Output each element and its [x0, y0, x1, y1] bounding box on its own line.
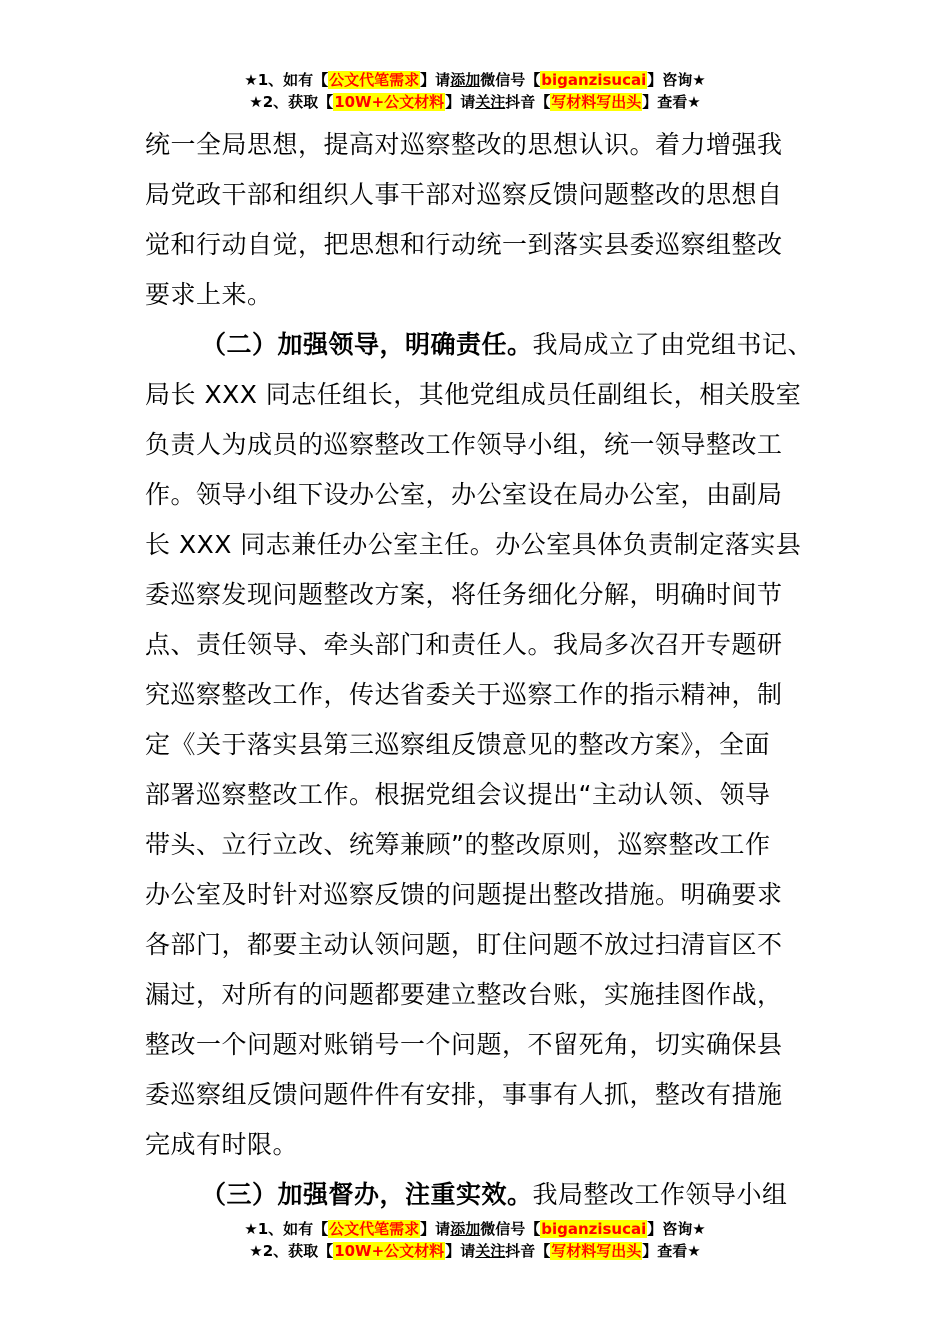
section-2-heading: （二）加强领导，明确责任。: [201, 330, 533, 359]
banner-line-2: [0, 91, 950, 113]
banner-highlight-wechat-id: biganzisucai: [541, 1220, 647, 1238]
section-3-heading: （三）加强督办，注重实效。: [201, 1180, 533, 1209]
body-line: 办公室及时针对巡察反馈的问题提出整改措施。明确要求: [145, 880, 783, 909]
body-line: 整改一个问题对账销号一个问题，不留死角，切实确保县: [145, 1030, 783, 1059]
banner-text: 微信号【: [480, 1220, 541, 1238]
banner-text: 】请: [445, 93, 476, 111]
banner-highlight-service: 公文代笔需求: [329, 71, 420, 89]
banner-line-1: [0, 1218, 950, 1240]
banner-text: ★2、获取【: [249, 93, 334, 111]
body-line: 定《关于落实县第三巡察组反馈意见的整改方案》，全面: [145, 730, 771, 759]
body-line: 点、责任领导、牵头部门和责任人。我局多次召开专题研: [145, 630, 783, 659]
banner-text: 】请: [420, 71, 451, 89]
banner-highlight-douyin-account: 写材料写出头: [551, 1242, 642, 1260]
body-line: 局长 XXX 同志任组长，其他党组成员任副组长，相关股室: [145, 380, 802, 409]
bottom-banner: [0, 1218, 950, 1262]
body-line: 作。领导小组下设办公室，办公室设在局办公室，由副局: [145, 480, 783, 509]
banner-text: 】咨询★: [647, 1220, 706, 1238]
banner-highlight-materials: 10W+公文材料: [334, 1242, 445, 1260]
banner-text: ★2、获取【: [249, 1242, 334, 1260]
body-line: 统一全局思想，提高对巡察整改的思想认识。着力增强我: [145, 130, 783, 159]
banner-text: ★1、如有【: [244, 1220, 329, 1238]
banner-text: 】查看★: [642, 1242, 701, 1260]
body-line: 觉和行动自觉，把思想和行动统一到落实县委巡察组整改: [145, 230, 783, 259]
banner-text: 】咨询★: [647, 71, 706, 89]
top-banner: [0, 69, 950, 113]
body-line: 委巡察发现问题整改方案，将任务细化分解，明确时间节: [145, 580, 783, 609]
banner-highlight-douyin-account: 写材料写出头: [551, 93, 642, 111]
body-line: 各部门，都要主动认领问题，盯住问题不放过扫清盲区不: [145, 930, 783, 959]
section-3-first-line: [201, 1170, 788, 1220]
banner-underlined-text: 关注: [475, 93, 506, 111]
section-2-first-line: [201, 320, 813, 370]
banner-text: 抖音【: [505, 93, 551, 111]
body-line: 委巡察组反馈问题件件有安排，事事有人抓，整改有措施: [145, 1080, 783, 1109]
banner-line-1: [0, 69, 950, 91]
body-line: 负责人为成员的巡察整改工作领导小组，统一领导整改工: [145, 430, 783, 459]
body-line: 带头、立行立改、统筹兼顾”的整改原则，巡察整改工作: [145, 830, 771, 859]
banner-text: 抖音【: [505, 1242, 551, 1260]
banner-underlined-text: 添加: [450, 71, 481, 89]
body-line: 部署巡察整改工作。根据党组会议提出“主动认领、领导: [145, 780, 771, 809]
banner-underlined-text: 关注: [475, 1242, 506, 1260]
body-line: 究巡察整改工作，传达省委关于巡察工作的指示精神，制: [145, 680, 783, 709]
banner-text: 】请: [445, 1242, 476, 1260]
banner-highlight-materials: 10W+公文材料: [334, 93, 445, 111]
banner-underlined-text: 添加: [450, 1220, 481, 1238]
body-line: 要求上来。: [145, 280, 273, 309]
banner-text: ★1、如有【: [244, 71, 329, 89]
banner-line-2: [0, 1240, 950, 1262]
banner-highlight-wechat-id: biganzisucai: [541, 71, 647, 89]
banner-text: 】查看★: [642, 93, 701, 111]
banner-text: 】请: [420, 1220, 451, 1238]
body-line: 长 XXX 同志兼任办公室主任。办公室具体负责制定落实县: [145, 530, 802, 559]
section-2-text: 我局成立了由党组书记、: [532, 330, 814, 359]
body-line: 完成有时限。: [145, 1130, 299, 1159]
body-line: 局党政干部和组织人事干部对巡察反馈问题整改的思想自: [145, 180, 783, 209]
body-line: 漏过，对所有的问题都要建立整改台账，实施挂图作战，: [145, 980, 783, 1009]
section-3-text: 我局整改工作领导小组: [532, 1180, 788, 1209]
banner-text: 微信号【: [480, 71, 541, 89]
banner-highlight-service: 公文代笔需求: [329, 1220, 420, 1238]
